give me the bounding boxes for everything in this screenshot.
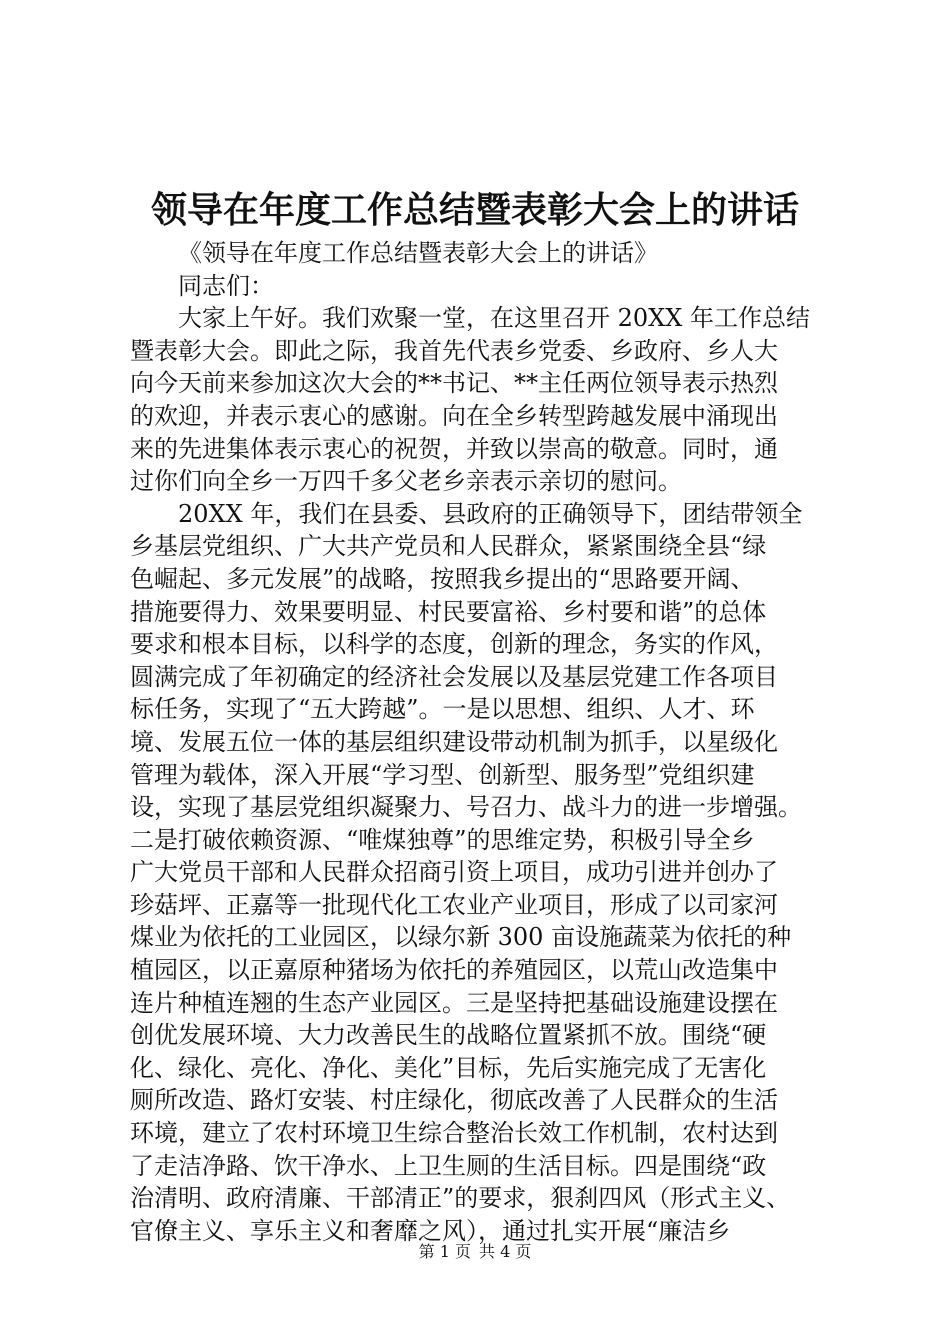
document-line: 管理为载体，深入开展“学习型、创新型、服务型”党组织建: [130, 760, 755, 789]
document-line: 色崛起、多元发展”的战略，按照我乡提出的“思路要开阔、: [130, 564, 755, 593]
document-title: 领导在年度工作总结暨表彰大会上的讲话: [150, 189, 799, 231]
document-line: 向今天前来参加这次大会的**书记、**主任两位领导表示热烈: [130, 369, 778, 398]
document-line: 境、发展五位一体的基层组织建设带动机制为抓手，以星级化: [130, 727, 778, 756]
document-line: 同志们：: [178, 271, 274, 300]
document-line: 创优发展环境、大力改善民生的战略位置紧抓不放。围绕“硬: [130, 1021, 767, 1050]
document-line: 的欢迎，并表示衷心的感谢。向在全乡转型跨越发展中涌现出: [130, 401, 778, 430]
document-line: 《领导在年度工作总结暨表彰大会上的讲话》: [178, 239, 658, 267]
document-line: 厕所改造、路灯安装、村庄绿化，彻底改善了人民群众的生活: [130, 1086, 778, 1115]
document-line: 治清明、政府清廉、干部清正”的要求，狠刹四风（形式主义、: [130, 1184, 791, 1213]
page-total: 共 4 页: [479, 1242, 532, 1261]
document-line: 煤业为依托的工业园区，以绿尔新 300 亩设施蔬菜为依托的种: [130, 923, 792, 952]
document-line: 植园区，以正嘉原种猪场为依托的养殖园区，以荒山改造集中: [130, 956, 778, 985]
document-body: [130, 237, 830, 1247]
document-line: 设，实现了基层党组织凝聚力、号召力、战斗力的进一步增强。: [130, 793, 802, 822]
document-line: 乡基层党组织、广大共产党员和人民群众，紧紧围绕全县“绿: [130, 532, 767, 561]
document-line: 过你们向全乡一万四千多父老乡亲表示亲切的慰问。: [130, 467, 682, 496]
document-line: 大家上午好。我们欢聚一堂，在这里召开 20XX 年工作总结: [178, 304, 810, 333]
page-number: 第 1 页: [418, 1242, 471, 1261]
document-line: 二是打破依赖资源、“唯煤独尊”的思维定势，积极引导全乡: [130, 825, 755, 854]
document-line: 化、绿化、亮化、净化、美化”目标，先后实施完成了无害化: [130, 1053, 767, 1082]
document-line: 来的先进集体表示衷心的祝贺，并致以崇高的敬意。同时，通: [130, 434, 778, 463]
document-line: 暨表彰大会。即此之际，我首先代表乡党委、乡政府、乡人大: [130, 336, 778, 365]
document-line: 环境，建立了农村环境卫生综合整治长效工作机制，农村达到: [130, 1119, 778, 1148]
document-line: 官僚主义、享乐主义和奢靡之风），通过扎实开展“廉洁乡: [130, 1216, 731, 1245]
document-line: 了走洁净路、饮干净水、上卫生厕的生活目标。四是围绕“政: [130, 1151, 767, 1180]
document-line: 连片种植连翘的生态产业园区。三是坚持把基础设施建设摆在: [130, 988, 778, 1017]
document-line: 圆满完成了年初确定的经济社会发展以及基层党建工作各项目: [130, 662, 778, 691]
document-line: 措施要得力、效果要明显、村民要富裕、乡村要和谐”的总体: [130, 597, 767, 626]
document-line: 20XX 年，我们在县委、县政府的正确领导下，团结带领全: [178, 499, 803, 528]
document-line: 珍菇坪、正嘉等一批现代化工农业产业项目，形成了以司家河: [130, 890, 778, 919]
document-line: 要求和根本目标，以科学的态度，创新的理念，务实的作风，: [130, 630, 778, 659]
document-line: 标任务，实现了“五大跨越”。一是以思想、组织、人才、环: [130, 695, 755, 724]
document-line: 广大党员干部和人民群众招商引资上项目，成功引进并创办了: [130, 858, 778, 887]
page-footer: [0, 1240, 950, 1264]
